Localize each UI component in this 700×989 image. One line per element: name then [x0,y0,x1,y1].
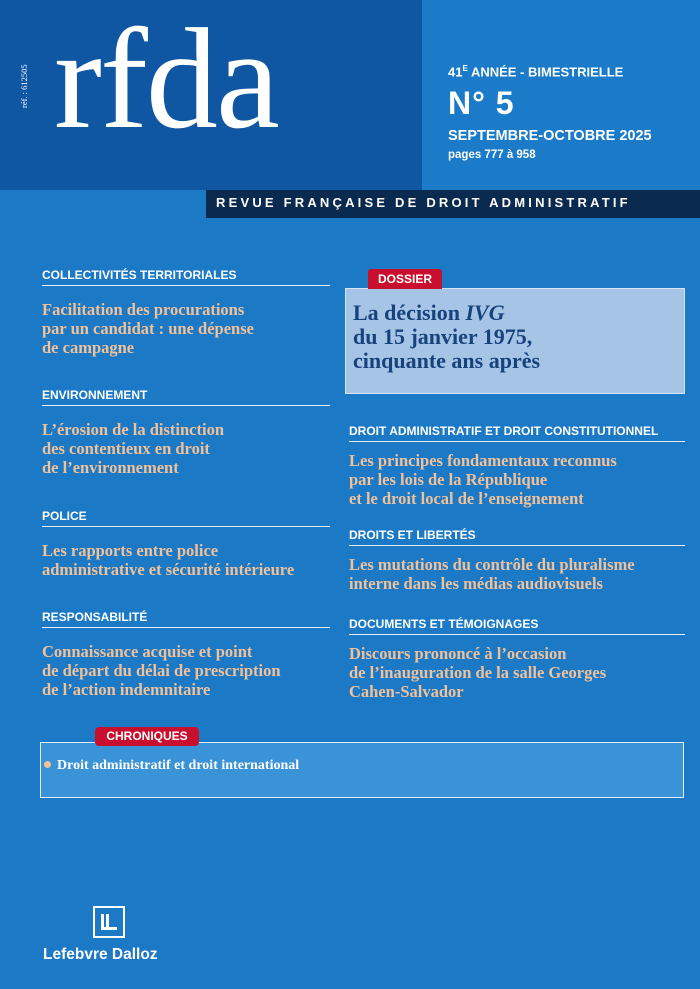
article-title-line: Cahen-Salvador [349,682,464,701]
section-heading: DROIT ADMINISTRATIF ET DROIT CONSTITUTIONNEL [349,424,685,442]
section-heading: ENVIRONNEMENT [42,388,330,406]
section-heading: COLLECTIVITÉS TERRITORIALES [42,268,330,286]
section-collectivites [42,268,330,357]
article-title-line: de l’inauguration de la salle Georges [349,663,607,682]
article-title-line: de l’action indemnitaire [42,680,211,699]
year-superscript: E [462,64,468,73]
article-title[interactable] [42,420,330,477]
article-title[interactable] [349,644,685,701]
article-title-line: interne dans les médias audiovisuels [349,574,603,593]
bullet-icon [44,761,51,768]
dossier-tag: DOSSIER [368,269,442,289]
reference-number: réf. : 612505 [19,64,29,108]
article-title[interactable] [349,555,685,593]
journal-subtitle: REVUE FRANÇAISE DE DROIT ADMINISTRATIF [216,195,631,210]
dossier-title-italic: IVG [465,300,505,325]
dossier-title-line [353,301,673,325]
article-title-line: Discours prononcé à l’occasion [349,644,567,663]
section-responsabilite [42,610,330,699]
chroniques-item[interactable] [44,758,299,774]
article-title-line: L’érosion de la distinction [42,420,224,439]
year-number: 41 [448,64,463,80]
article-title-line: administrative et sécurité intérieure [42,560,295,579]
year-frequency: ANNÉE - BIMESTRIELLE [467,64,624,80]
section-heading: DROITS ET LIBERTÉS [349,528,685,546]
dossier-title-line: cinquante ans après [353,348,541,373]
section-heading: RESPONSABILITÉ [42,610,330,628]
section-environnement [42,388,330,477]
article-title-line: Les principes fondamentaux reconnus [349,451,617,470]
article-title[interactable] [349,451,685,508]
publisher-name: Lefebvre Dalloz [43,946,158,963]
dossier-title-text: La décision [353,300,466,325]
dossier-title-line: du 15 janvier 1975, [353,324,533,349]
section-droit-constitutionnel [349,424,685,508]
article-title-line: Les rapports entre police [42,541,219,560]
article-title-line: par les lois de la République [349,470,548,489]
article-title-line: Les mutations du contrôle du pluralisme [349,555,635,574]
section-heading: POLICE [42,509,330,527]
article-title-line: de départ du délai de prescription [42,661,281,680]
article-title-line: de l’environnement [42,458,179,477]
article-title-line: Facilitation des procurations [42,300,245,319]
issue-period: SEPTEMBRE-OCTOBRE 2025 [448,128,652,144]
section-documents-temoignages [349,617,685,701]
lefebvre-dalloz-logo-icon [93,906,125,938]
journal-logo: rfda [54,0,278,159]
page-range: pages 777 à 958 [448,149,536,161]
article-title[interactable] [42,642,330,699]
article-title-line: de campagne [42,338,135,357]
article-title-line: Connaissance acquise et point [42,642,253,661]
dossier-title[interactable] [353,301,673,373]
article-title[interactable] [42,300,330,357]
article-title-line: des contentieux en droit [42,439,210,458]
chroniques-item-label: Droit administratif et droit international [57,758,300,773]
publication-year [448,64,623,79]
article-title-line: et le droit local de l’enseignement [349,489,584,508]
chroniques-tag: CHRONIQUES [95,727,199,746]
article-title-line: par un candidat : une dépense [42,319,254,338]
section-heading: DOCUMENTS ET TÉMOIGNAGES [349,617,685,635]
article-title[interactable] [42,541,330,579]
issue-number: N° 5 [448,85,515,121]
section-droits-libertes [349,528,685,593]
section-police [42,509,330,579]
